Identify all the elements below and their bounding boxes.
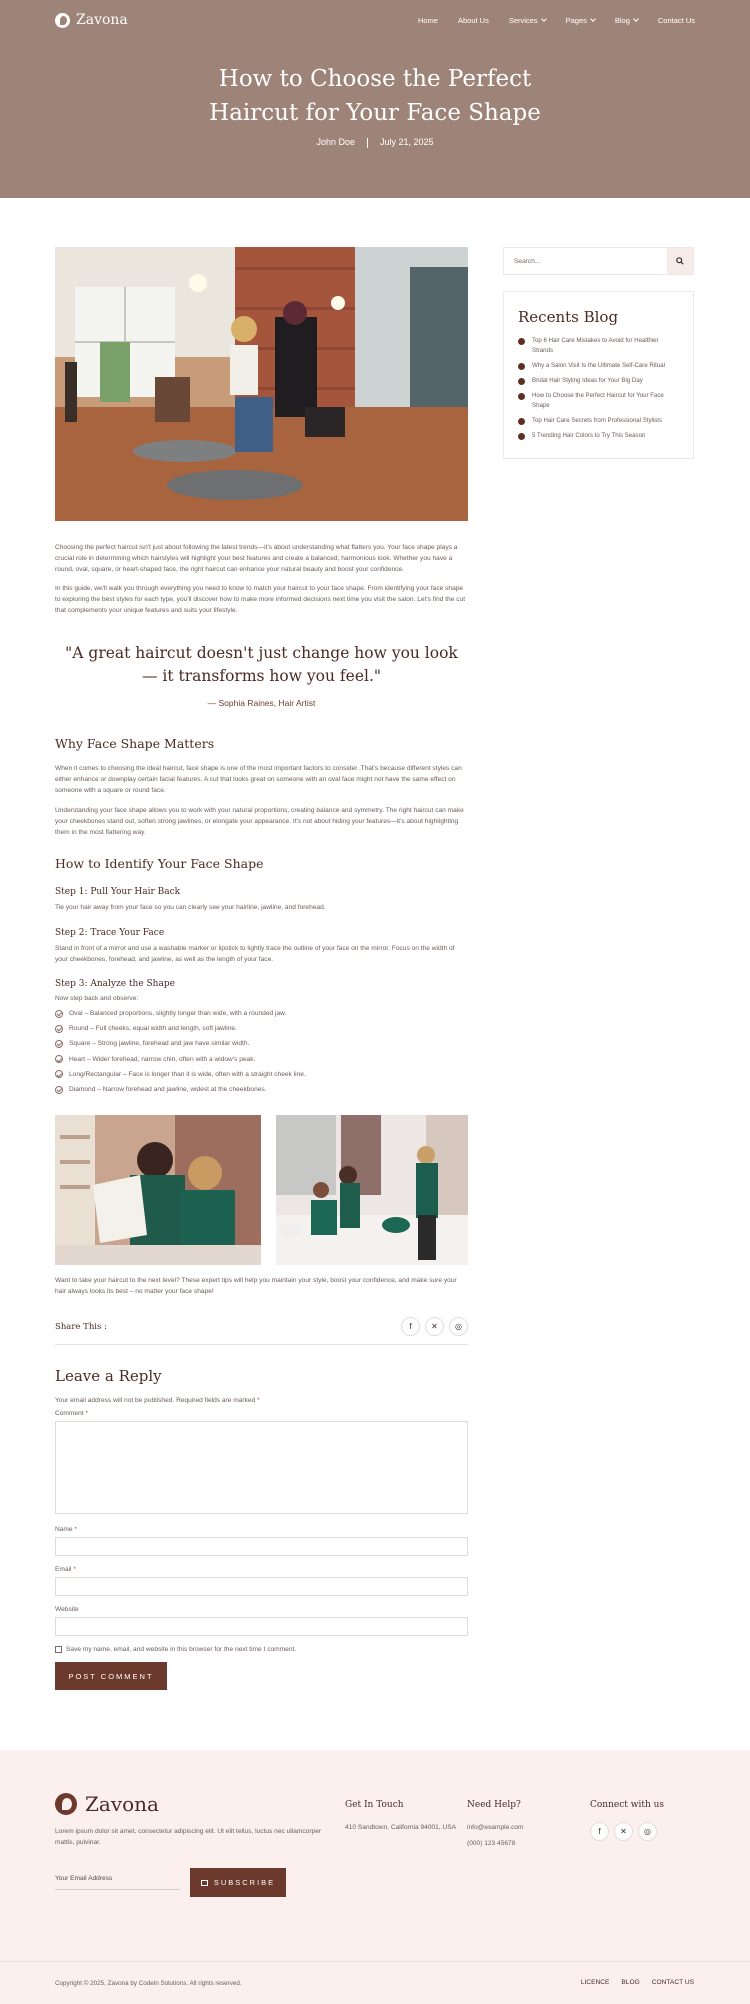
subscribe-button[interactable]	[190, 1868, 286, 1897]
email-label-text: Email	[55, 1566, 72, 1574]
save-info-checkbox[interactable]	[55, 1646, 62, 1653]
search-icon	[676, 257, 684, 265]
newsletter-email-input[interactable]: Your Email Address	[55, 1868, 180, 1890]
facebook-icon[interactable]: f	[590, 1822, 609, 1841]
share-row	[55, 1317, 468, 1345]
footer-phone[interactable]: (000) 123 45678	[467, 1840, 516, 1847]
logo-icon	[55, 13, 70, 28]
nav-home[interactable]: Home	[417, 15, 438, 25]
check-circle-icon	[55, 1070, 63, 1078]
pull-quote: "A great haircut doesn't just change how you look — it transforms how you feel."	[65, 644, 458, 685]
check-circle-icon	[55, 1040, 63, 1048]
email-label	[55, 1566, 468, 1573]
nav-about[interactable]: About Us	[457, 15, 489, 25]
nav-pages[interactable]	[566, 16, 595, 25]
list-item-text: Diamond – Narrow forehead and jawline, widest at the cheekbones.	[69, 1086, 267, 1094]
list-item	[55, 1006, 468, 1021]
title-line-1: How to Choose the Perfect	[218, 66, 532, 92]
step-2-title: Step 2: Trace Your Face	[55, 928, 165, 938]
list-item	[55, 1036, 468, 1051]
step-1-text: Tie your hair away from your face so you can clearly see your hairline, jawline, and forehead.	[55, 904, 326, 911]
footer-connect-title: Connect with us	[590, 1800, 665, 1810]
recent-posts-list	[518, 336, 679, 441]
copyright: Copyright © 2025, Zavona by Codeln Solutions. All rights reserved.	[55, 1980, 242, 1987]
name-label-text: Name	[55, 1526, 73, 1534]
outro-paragraph: Want to take your haircut to the next level? These expert tips will help you maintain your style, boost your confidence, and make sure your hair always looks its best – no matter your face shape!	[55, 1277, 457, 1296]
email-icon	[201, 1880, 208, 1886]
post-author[interactable]: John Doe	[316, 137, 355, 147]
intro-paragraph-2: In this guide, we'll walk you through everything you need to know to match your haircut to your face shape. From identifying your face shape to exploring the best styles for each type, you'll discover how to make more informed decisions next time you visit the salon. Let's find the cut that complements your unique features and suits your lifestyle.	[55, 585, 466, 614]
nav-pages-label: Pages	[565, 15, 587, 25]
footer-link-blog[interactable]: BLOG	[621, 1979, 640, 1986]
logo-text: Zavona	[76, 12, 128, 28]
search-button[interactable]	[667, 248, 693, 274]
required-marker: *	[74, 1526, 78, 1534]
search-input[interactable]: Search...	[514, 257, 541, 265]
bullet-dot	[518, 378, 525, 385]
recent-post-item[interactable]	[518, 336, 679, 356]
footer-address: 410 Sandtown, California 94001, USA	[345, 1824, 457, 1831]
subscribe-label: SUBSCRIBE	[213, 1878, 276, 1887]
list-item-text: Heart – Wider forehead, narrow chin, often with a widow's peak.	[69, 1055, 256, 1063]
share-icons	[401, 1317, 468, 1336]
footer-touch-title: Get In Touch	[345, 1800, 404, 1810]
save-info-label: Save my name, email, and website in this browser for the next time I comment.	[66, 1646, 297, 1654]
nav-blog[interactable]	[615, 16, 638, 25]
footer-logo[interactable]	[55, 1792, 159, 1816]
logo[interactable]	[55, 12, 128, 28]
nav-contact[interactable]: Contact Us	[657, 15, 695, 25]
reply-title: Leave a Reply	[55, 1367, 162, 1386]
nav-blog-label: Blog	[614, 15, 630, 25]
check-circle-icon	[55, 1025, 63, 1033]
x-icon[interactable]: ✕	[614, 1822, 633, 1841]
name-field[interactable]	[55, 1537, 468, 1556]
footer-link-licence[interactable]: LICENCE	[580, 1979, 610, 1986]
heading-why: Why Face Shape Matters	[55, 736, 215, 751]
save-info-row	[55, 1646, 468, 1653]
bullet-dot	[518, 338, 525, 345]
recent-post-item[interactable]	[518, 431, 679, 441]
hero-header	[0, 0, 750, 198]
site-footer	[0, 1750, 750, 2004]
bullet-dot	[518, 393, 525, 400]
check-circle-icon	[55, 1086, 63, 1094]
logo-icon	[55, 1793, 77, 1815]
gallery-image-magazine	[55, 1115, 261, 1265]
recent-post-title: Top 6 Hair Care Mistakes to Avoid for Healthier Strands	[532, 337, 659, 354]
email-field[interactable]	[55, 1577, 468, 1596]
step-1-title: Step 1: Pull Your Hair Back	[55, 887, 181, 897]
instagram-icon[interactable]: ◎	[638, 1822, 657, 1841]
chevron-down-icon	[590, 16, 596, 22]
required-marker: *	[85, 1410, 89, 1418]
article	[55, 247, 468, 1690]
main-content	[0, 198, 750, 1750]
list-item	[55, 1082, 468, 1097]
reply-note	[55, 1397, 468, 1404]
list-item-text: Square – Strong jawline, forehead and jaw have similar width.	[69, 1040, 250, 1048]
footer-divider	[0, 1961, 750, 1962]
website-label: Website	[55, 1606, 79, 1614]
why-paragraph-1: When it comes to choosing the ideal haircut, face shape is one of the most important factors to consider. That's because different styles can either enhance or downplay certain facial features. A cut that looks great on someone with an oval face might not have the same effect on someone with a square or round face.	[55, 765, 462, 794]
quote-author: — Sophia Raines, Hair Artist	[207, 698, 316, 708]
recent-post-title: Bridal Hair Styling Ideas for Your Big Day	[532, 377, 643, 384]
nav-services-label: Services	[508, 15, 538, 25]
nav-services[interactable]	[509, 16, 546, 25]
step-3-title: Step 3: Analyze the Shape	[55, 979, 175, 989]
recent-post-item[interactable]	[518, 391, 679, 411]
comment-textarea[interactable]	[55, 1421, 468, 1514]
meta-divider	[367, 138, 368, 148]
bullet-dot	[518, 418, 525, 425]
footer-links	[581, 1979, 694, 1986]
comment-label	[55, 1410, 468, 1417]
comment-label-text: Comment	[55, 1410, 84, 1418]
footer-link-contact[interactable]: CONTACT US	[651, 1979, 694, 1986]
footer-email[interactable]: info@example.com	[467, 1824, 524, 1831]
chevron-down-icon	[633, 16, 639, 22]
recent-post-item[interactable]	[518, 361, 679, 371]
main-menu	[418, 16, 695, 25]
x-icon[interactable]: ✕	[425, 1317, 444, 1336]
bullet-dot	[518, 433, 525, 440]
list-item-text: Round – Full cheeks, equal width and length, soft jawline.	[69, 1025, 237, 1033]
gallery-image-stylists	[276, 1115, 468, 1265]
footer-description: Lorem ipsum dolor sit amet, consectetur adipiscing elit. Ut elit tellus, luctus nec ullamcorper mattis, pulvinar.	[55, 1828, 322, 1846]
list-item	[55, 1067, 468, 1082]
footer-social-icons	[590, 1822, 664, 1841]
why-paragraph-2: Understanding your face shape allows you to work with your natural proportions, creating balance and symmetry. The right haircut can make your cheekbones stand out, soften strong jawlines, or elongate your appearance. It's not about hiding your features—it's about highlighting them in the most flattering way.	[55, 807, 464, 836]
recent-post-title: Top Hair Care Secrets from Professional Stylists	[532, 417, 663, 424]
page-title	[0, 62, 750, 130]
bullet-dot	[518, 363, 525, 370]
share-label: Share This :	[55, 1321, 107, 1332]
required-marker: *	[257, 1397, 260, 1405]
required-marker: *	[73, 1566, 76, 1574]
post-meta	[0, 137, 750, 148]
list-item	[55, 1021, 468, 1036]
intro-paragraph-1: Choosing the perfect haircut isn't just about following the latest trends—it's about understanding what flatters you. Your face shape plays a crucial role in determining which hairstyles will highlight your best features and create a balanced, harmonious look. Whether you have a round, oval, square, or heart-shaped face, the right haircut can enhance your natural beauty and boost your confidence.	[55, 544, 458, 573]
footer-logo-text: Zavona	[85, 1792, 159, 1816]
top-nav	[55, 10, 695, 30]
chevron-down-icon	[541, 16, 547, 22]
featured-image	[55, 247, 468, 526]
reply-note-text: Your email address will not be published. Required fields are marked	[55, 1397, 256, 1405]
footer-help-title: Need Help?	[467, 1800, 521, 1810]
list-item	[55, 1052, 468, 1067]
footer-col-help	[467, 1800, 524, 1852]
recent-post-title: 5 Trending Hair Colors to Try This Season	[532, 432, 646, 439]
instagram-icon[interactable]: ◎	[449, 1317, 468, 1336]
step-2-text: Stand in front of a mirror and use a washable marker or lipstick to lightly trace the outline of your face on the mirror. Focus on the width of your cheekbones, forehead, and jawline, as well as the length of your face.	[55, 945, 455, 963]
search-box	[503, 247, 694, 275]
step-3-text: Now step back and observe:	[55, 995, 139, 1002]
post-comment-button[interactable]: POST COMMENT	[55, 1662, 167, 1690]
post-date: July 21, 2025	[379, 137, 434, 147]
recent-post-title: Why a Salon Visit Is the Ultimate Self-Care Ritual	[532, 362, 665, 369]
facebook-icon[interactable]: f	[401, 1317, 420, 1336]
footer-col-contact	[345, 1800, 456, 1836]
check-circle-icon	[55, 1010, 63, 1018]
recent-post-title: How to Choose the Perfect Haircut for Your Face Shape	[532, 392, 664, 409]
title-line-2: Haircut for Your Face Shape	[209, 100, 541, 126]
list-item-text: Oval – Balanced proportions, slightly longer than wide, with a rounded jaw.	[69, 1010, 287, 1018]
recent-title: Recents Blog	[518, 308, 619, 326]
recent-post-item[interactable]	[518, 376, 679, 386]
recent-posts-widget	[503, 291, 694, 459]
footer-col-social	[590, 1800, 664, 1841]
salon-interior-image	[55, 247, 468, 521]
name-label	[55, 1526, 468, 1533]
list-item-text: Long/Rectangular – Face is longer than it is wide, often with a straight cheek line.	[69, 1070, 306, 1078]
heading-identify: How to Identify Your Face Shape	[55, 856, 264, 871]
website-field[interactable]	[55, 1617, 468, 1636]
check-circle-icon	[55, 1055, 63, 1063]
image-gallery	[55, 1115, 468, 1265]
sidebar	[503, 247, 694, 459]
recent-post-item[interactable]	[518, 416, 679, 426]
face-shape-list	[55, 1006, 468, 1097]
